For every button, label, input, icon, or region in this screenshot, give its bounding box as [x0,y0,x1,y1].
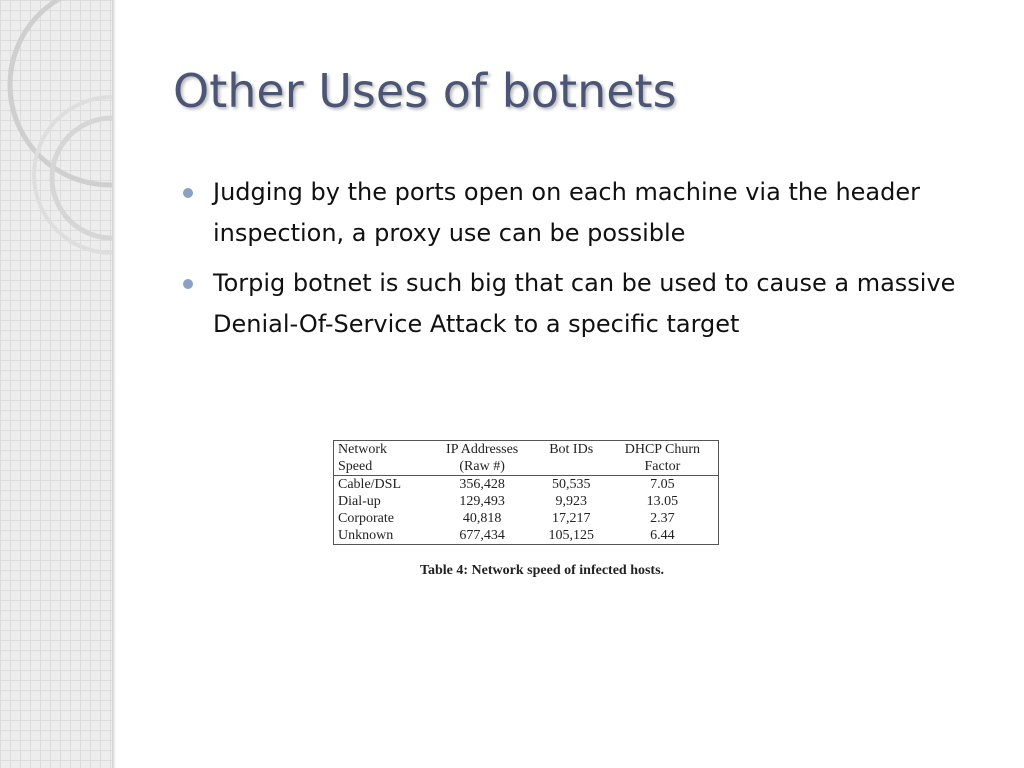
table-cell: Corporate [338,511,394,526]
table-cell: 105,125 [548,528,594,543]
table-cell: Dial-up [338,494,381,509]
column-header-ip-addresses: IP Addresses (Raw #) [429,441,536,476]
column-header-bot-ids: Bot IDs [536,441,607,476]
bullet-text: Judging by the ports open on each machine via the header inspection, a proxy use can be possible [213,178,921,247]
strip-edge-shadow [112,0,116,768]
table-cell: 9,923 [555,494,587,509]
table-row [334,476,719,494]
table-row [334,510,719,527]
bullet-list [183,172,983,354]
table-cell: 13.05 [646,494,679,509]
table-cell: Unknown [338,528,394,543]
table-cell: 129,493 [459,494,505,509]
table-cell: 2.37 [650,511,675,526]
bullet-text: Torpig botnet is such big that can be used to cause a massive Denial-Of-Service Attack to a specific target [213,269,956,338]
table-cell: Cable/DSL [338,477,401,492]
decorative-side-strip [0,0,112,768]
table-header-row [334,441,719,476]
table-cell: 50,535 [551,477,591,492]
network-speed-table [333,440,719,545]
table-cell: 40,818 [462,511,502,526]
bullet-item [183,172,983,254]
decorative-circles [0,0,112,768]
bullet-dot-icon [183,279,193,289]
table-cell: 17,217 [551,511,591,526]
table-row [334,493,719,510]
column-header-dhcp-churn: DHCP Churn Factor [607,441,719,476]
table-row [334,527,719,545]
table-figure [333,440,721,579]
table-cell: 6.44 [650,528,675,543]
table-cell: 677,434 [459,528,505,543]
bullet-dot-icon [183,188,193,198]
slide-title: Other Uses of botnets [173,64,677,118]
bullet-item [183,263,983,345]
table-caption: Table 4: Network speed of infected hosts. [419,563,665,578]
table-cell: 7.05 [650,477,675,492]
table-cell: 356,428 [459,477,505,492]
column-header-network-speed: Network Speed [334,441,429,476]
